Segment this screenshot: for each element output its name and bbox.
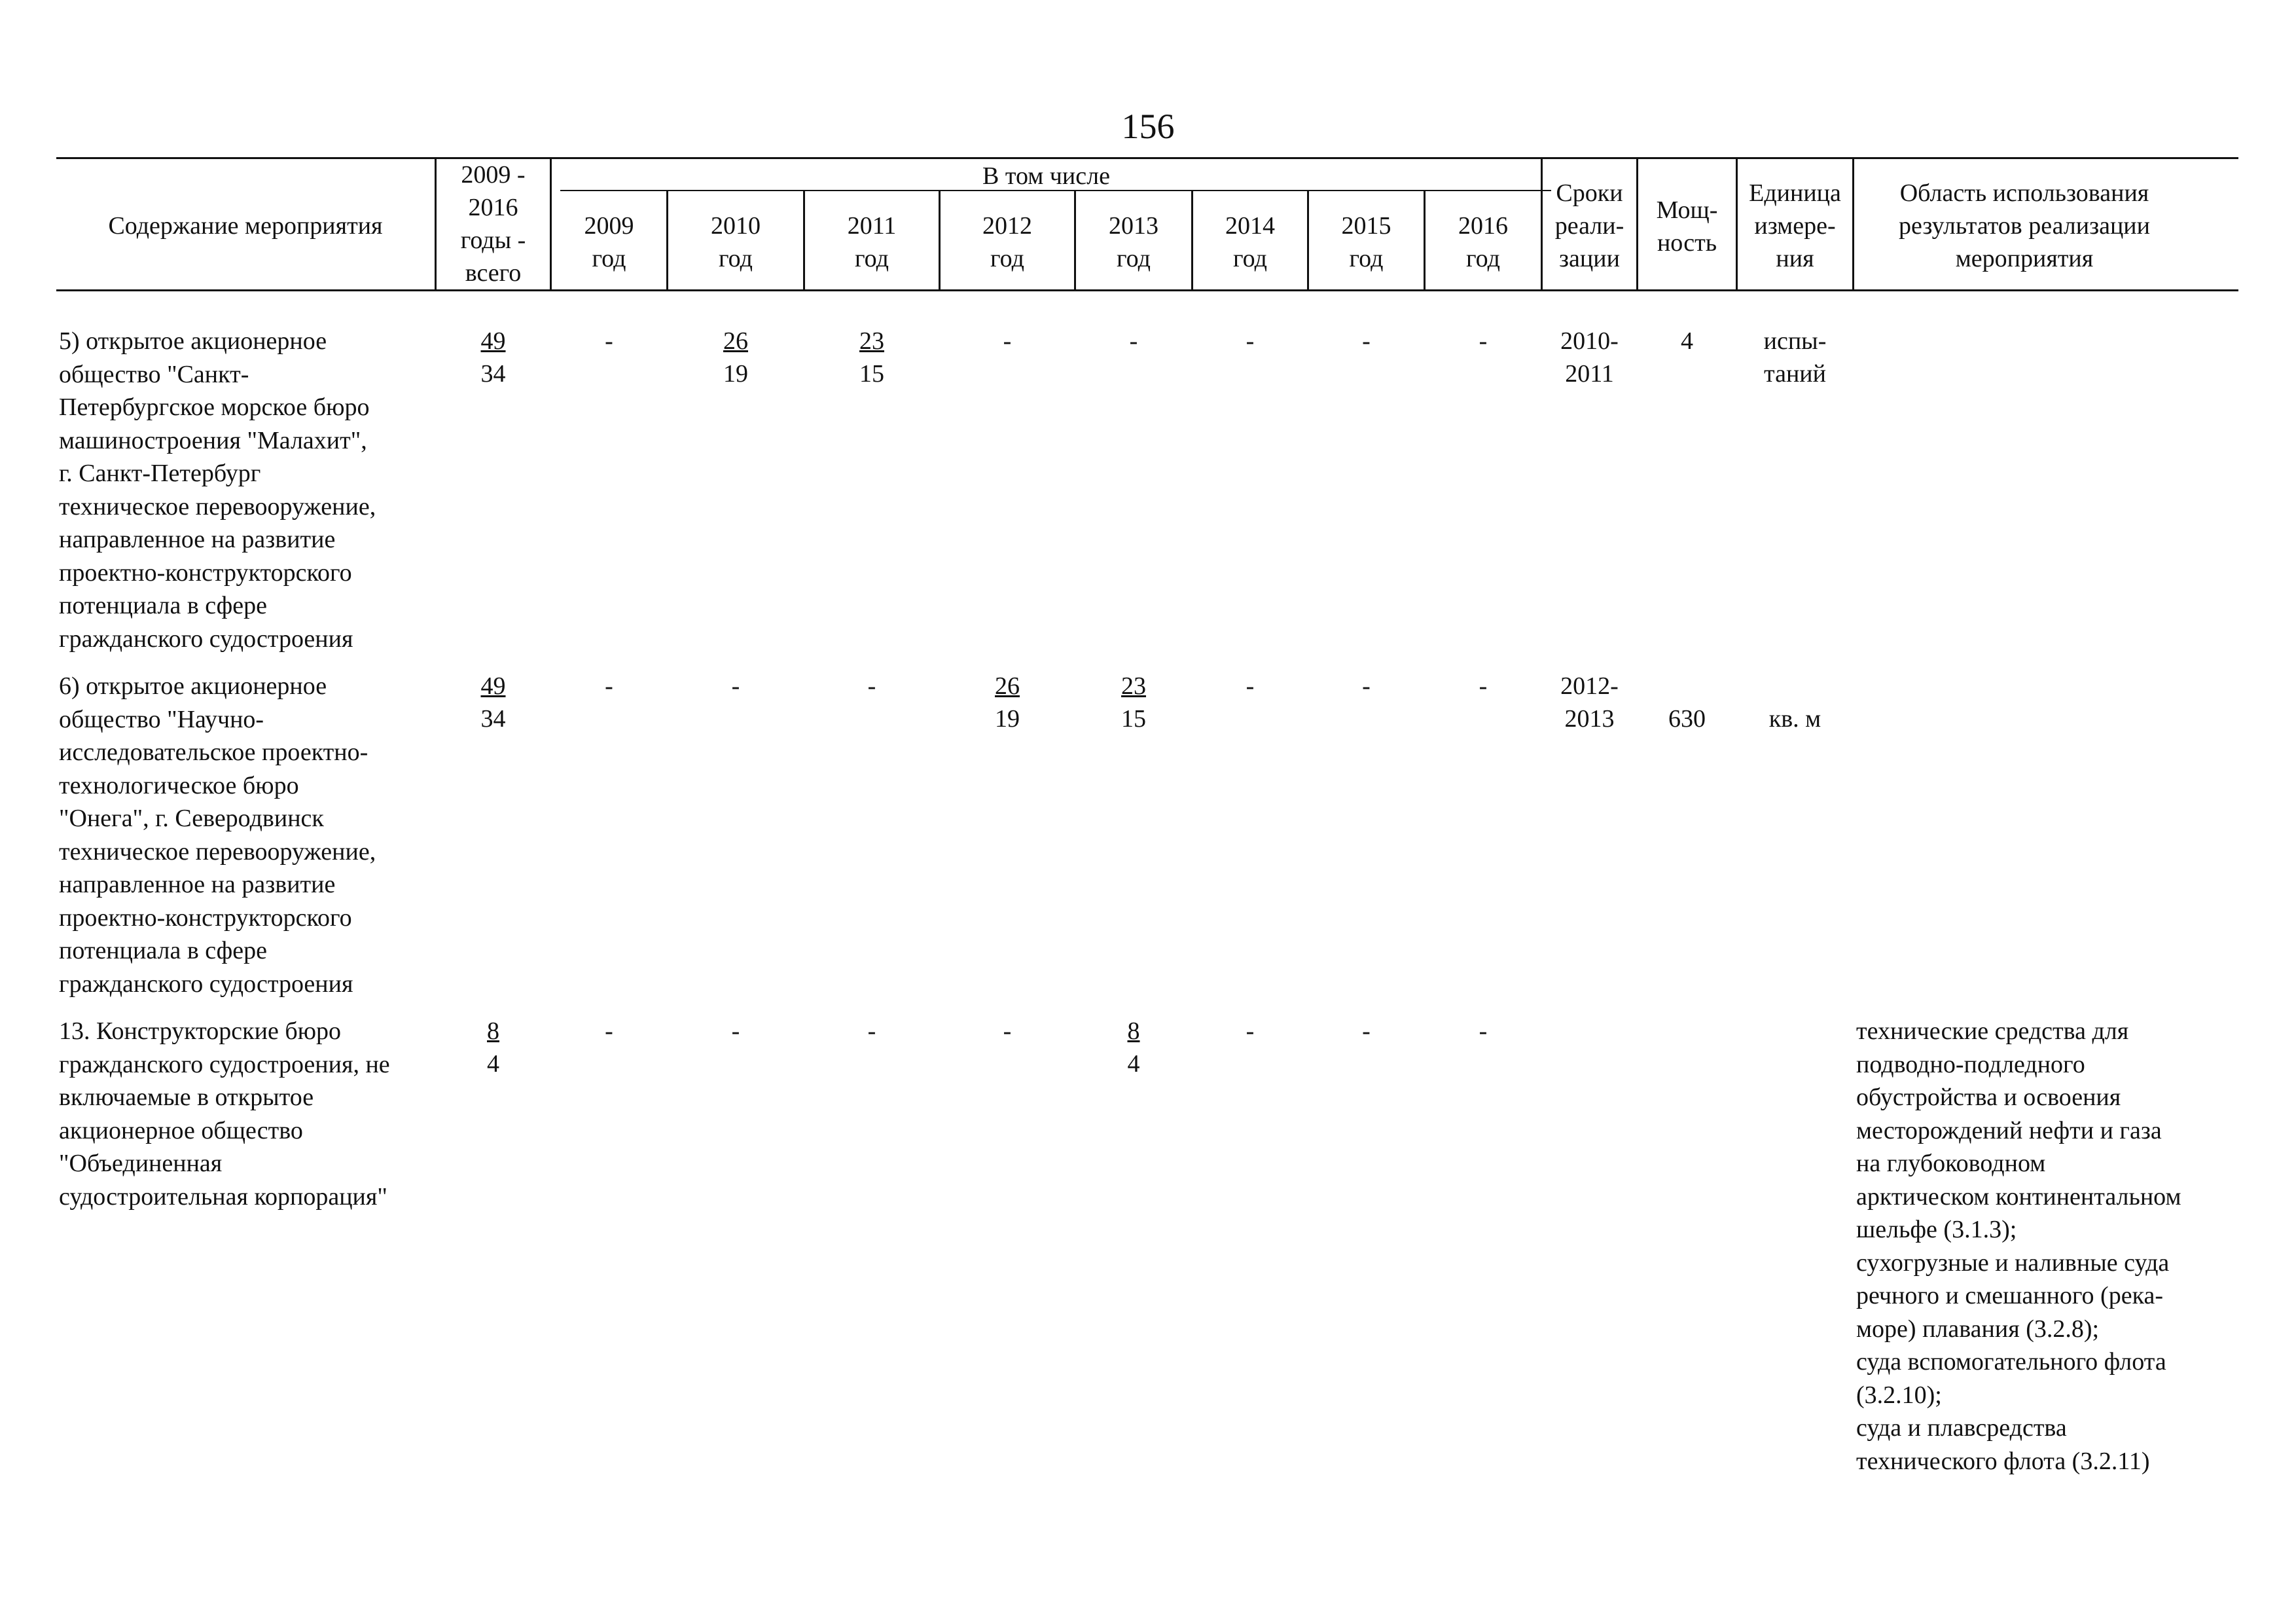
content-line: 13. Конструкторские бюро	[59, 1017, 342, 1045]
content-line: включаемые в открытое	[59, 1084, 314, 1111]
header-year-2014: 2014 год	[1225, 212, 1275, 272]
header-content: Содержание мероприятия	[108, 212, 383, 240]
fraction-denominator: 4	[1127, 1050, 1140, 1078]
content-line: 5) открытое акционерное	[59, 327, 327, 355]
content-line: "Онега", г. Северодвинск	[59, 805, 324, 832]
year-value: -	[605, 1017, 613, 1045]
content-line: гражданского судостроения	[59, 625, 353, 653]
row-unit: испы- таний	[1763, 327, 1827, 388]
content-line: общество "Научно-	[59, 705, 264, 733]
year-value: -	[1246, 672, 1255, 700]
usage-line: шельфе (3.1.3);	[1856, 1216, 2017, 1243]
content-line: исследовательское проектно-	[59, 739, 368, 766]
year-value: -	[1362, 1017, 1371, 1045]
content-line: техническое перевооружение,	[59, 492, 376, 520]
usage-line: технические средства для	[1856, 1017, 2129, 1045]
row-content	[59, 670, 439, 1000]
year-value	[1076, 1015, 1191, 1080]
content-line: проектно-конструкторского	[59, 903, 352, 932]
usage-line: технического флота (3.2.11)	[1856, 1447, 2150, 1475]
usage-line: море) плавания (3.2.8);	[1856, 1315, 2100, 1343]
content-line: техническое перевооружение,	[59, 837, 376, 866]
header-year-2016: 2016 год	[1458, 212, 1508, 272]
row-unit: кв. м	[1768, 705, 1821, 733]
fraction-denominator: 34	[480, 360, 506, 388]
header-year-2015: 2015 год	[1341, 212, 1391, 272]
year-value	[1076, 670, 1191, 735]
header-period: Сроки реали- зации	[1554, 179, 1624, 272]
header-bottom-rule	[56, 289, 2238, 291]
year-value: -	[731, 672, 740, 700]
content-line: Петербургское морское бюро	[59, 393, 370, 421]
header-usage: Область использования результатов реализации мероприятия	[1899, 179, 2150, 272]
header-year-2012: 2012 год	[982, 212, 1032, 272]
content-line: гражданского судостроения, не	[59, 1050, 390, 1078]
year-value: -	[1129, 327, 1138, 355]
header-unit: Единица измере- ния	[1749, 179, 1841, 272]
fraction-numerator: 23	[859, 327, 884, 355]
content-line: машиностроения "Малахит",	[59, 426, 367, 454]
header-year-2011: 2011 год	[847, 212, 897, 272]
row-total	[437, 325, 550, 390]
content-line: гражданского судостроения	[59, 970, 353, 998]
header-including: В том числе	[982, 162, 1110, 190]
row-period: 2012- 2013	[1560, 672, 1619, 733]
fraction-denominator: 34	[480, 705, 506, 733]
year-value: -	[731, 1017, 740, 1045]
header-capacity: Мощ- ность	[1656, 196, 1718, 257]
usage-line: подводно-подледного	[1856, 1050, 2085, 1078]
usage-line: арктическом континентальном	[1856, 1182, 2181, 1211]
year-value: -	[605, 327, 613, 355]
fraction-denominator: 19	[723, 360, 748, 388]
usage-line: сухогрузные и наливные суда	[1856, 1249, 2170, 1277]
table-top-rule	[56, 157, 2238, 159]
header-total: 2009 - 2016 годы - всего	[460, 161, 526, 287]
content-line: судостроительная корпорация"	[59, 1182, 387, 1211]
fraction-numerator: 23	[1121, 672, 1146, 700]
year-value: -	[1479, 327, 1488, 355]
content-line: "Объединенная	[59, 1150, 223, 1177]
year-value	[668, 325, 803, 390]
year-value: -	[1246, 327, 1255, 355]
year-value: -	[1479, 672, 1488, 700]
content-line: г. Санкт-Петербург	[59, 460, 261, 487]
fraction-denominator: 4	[487, 1050, 499, 1078]
year-value: -	[1362, 327, 1371, 355]
row-content	[59, 1015, 439, 1213]
year-value: -	[605, 672, 613, 700]
row-capacity: 4	[1681, 327, 1693, 355]
year-value: -	[1246, 1017, 1255, 1045]
year-value: -	[1003, 1017, 1012, 1045]
page-number: 156	[1121, 107, 1175, 146]
row-total	[437, 670, 550, 735]
fraction-numerator: 26	[723, 327, 748, 355]
header-year-2013: 2013 год	[1109, 212, 1158, 272]
content-line: 6) открытое акционерное	[59, 672, 327, 700]
year-value	[805, 325, 939, 390]
content-line: акционерное общество	[59, 1116, 303, 1144]
usage-line: суда вспомогательного флота	[1856, 1348, 2166, 1376]
usage-line: суда и плавсредства	[1856, 1414, 2067, 1442]
header-year-2010: 2010 год	[711, 212, 761, 272]
fraction-denominator: 15	[1121, 705, 1146, 733]
fraction-numerator: 8	[487, 1017, 499, 1045]
content-line: потенциала в сфере	[59, 592, 267, 619]
year-value: -	[1479, 1017, 1488, 1045]
content-line: потенциала в сфере	[59, 937, 267, 964]
year-value	[941, 670, 1074, 735]
row-total	[437, 1015, 550, 1080]
row-usage	[1856, 1015, 2223, 1478]
header-year-2009: 2009 год	[584, 212, 634, 272]
fraction-denominator: 19	[995, 705, 1020, 733]
content-line: направленное на развитие	[59, 526, 336, 553]
year-value: -	[1362, 672, 1371, 700]
usage-line: месторождений нефти и газа	[1856, 1116, 2162, 1144]
year-value: -	[867, 672, 876, 700]
row-period: 2010- 2011	[1560, 327, 1619, 388]
content-line: направленное на развитие	[59, 871, 336, 898]
content-line: проектно-конструкторского	[59, 558, 352, 587]
year-value: -	[1003, 327, 1012, 355]
usage-line: (3.2.10);	[1856, 1381, 1942, 1409]
year-value: -	[867, 1017, 876, 1045]
fraction-numerator: 49	[480, 327, 506, 355]
row-capacity: 630	[1668, 705, 1706, 733]
content-line: общество "Санкт-	[59, 360, 249, 388]
fraction-denominator: 15	[859, 360, 884, 388]
usage-line: на глубоководном	[1856, 1150, 2046, 1177]
usage-line: обустройства и освоения	[1856, 1084, 2121, 1111]
usage-line: речного и смешанного (река-	[1856, 1282, 2163, 1309]
fraction-numerator: 49	[480, 672, 506, 700]
content-line: технологическое бюро	[59, 771, 299, 799]
fraction-numerator: 26	[995, 672, 1020, 700]
fraction-numerator: 8	[1127, 1017, 1140, 1045]
row-content	[59, 325, 439, 655]
